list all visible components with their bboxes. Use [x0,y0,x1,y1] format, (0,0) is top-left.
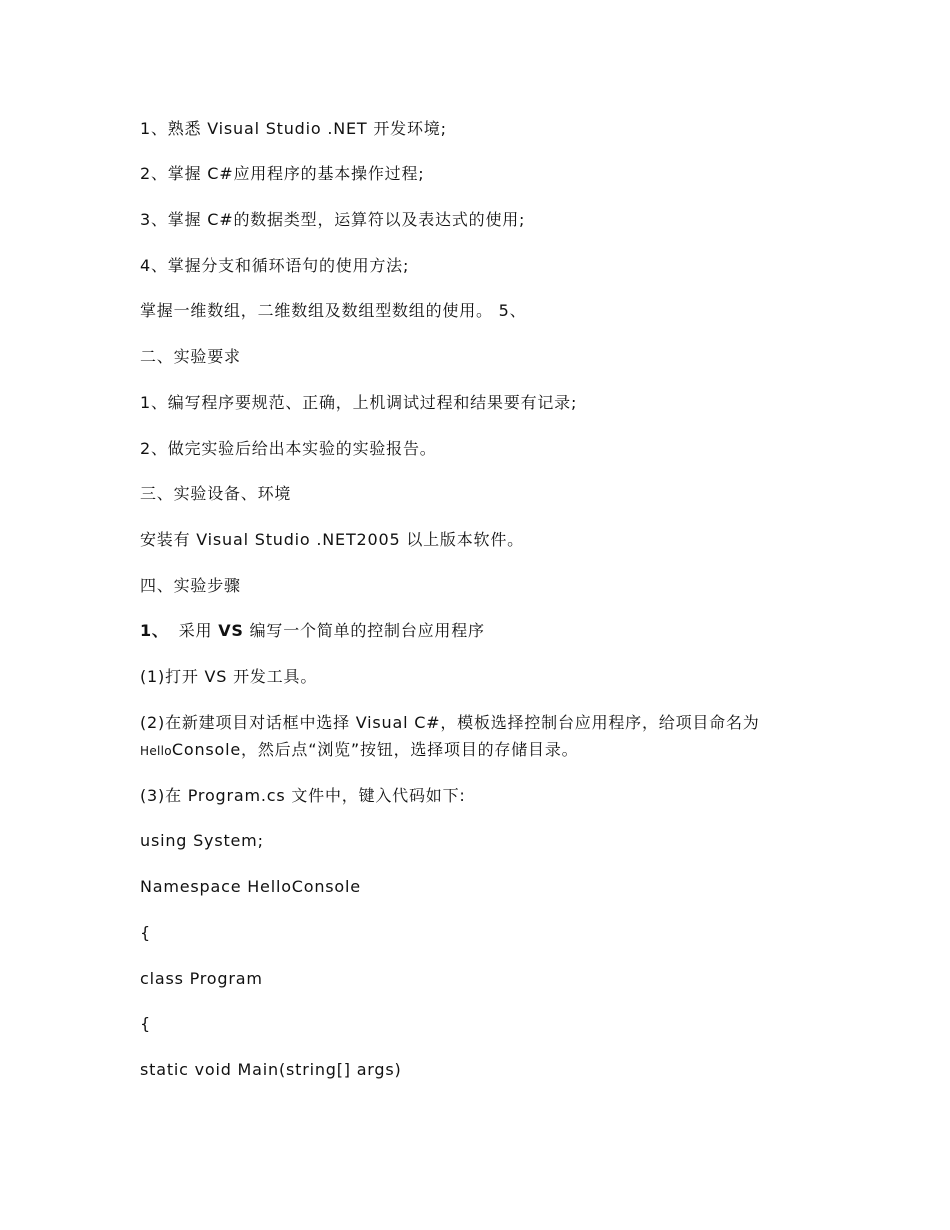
code-line: { [140,923,151,942]
substep-2-line-2 [140,739,578,762]
requirement-1: 1、编写程序要规范、正确，上机调试过程和结果要有记录; [140,393,578,412]
step-1-prefix: 采用 [178,621,219,640]
code-line: Namespace HelloConsole [140,877,361,896]
section-heading-steps: 四、实验步骤 [140,576,241,595]
code-line: static void Main(string[] args) [140,1060,402,1079]
substep-2-rest: Console，然后点“浏览”按钮，选择项目的存储目录。 [171,740,579,759]
step-1-suffix: 编写一个简单的控制台应用程序 [243,621,485,640]
step-1-heading [140,620,485,642]
equipment-text: 安装有 Visual Studio .NET2005 以上版本软件。 [140,530,524,549]
objective-4: 4、掌握分支和循环语句的使用方法; [140,256,410,275]
code-line: { [140,1014,151,1033]
step-1-number: 1、 [140,621,169,640]
objective-1: 1、熟悉 Visual Studio .NET 开发环境; [140,119,447,138]
requirement-2: 2、做完实验后给出本实验的实验报告。 [140,439,437,458]
code-line: using System; [140,831,264,850]
section-heading-requirements: 二、实验要求 [140,347,241,366]
substep-2-hello: Hello [140,744,172,758]
objective-3: 3、掌握 C#的数据类型，运算符以及表达式的使用; [140,210,526,229]
code-line: class Program [140,969,263,988]
substep-1: (1)打开 VS 开发工具。 [140,667,318,686]
section-heading-equipment: 三、实验设备、环境 [140,484,292,503]
substep-2-line-1: (2)在新建项目对话框中选择 Visual C#，模板选择控制台应用程序，给项目命名为 [140,713,760,732]
objective-5: 掌握一维数组，二维数组及数组型数组的使用。 5、 [140,301,527,320]
substep-3: (3)在 Program.cs 文件中，键入代码如下: [140,786,466,805]
objective-2: 2、掌握 C#应用程序的基本操作过程; [140,164,425,183]
step-1-bold: VS [218,621,244,640]
